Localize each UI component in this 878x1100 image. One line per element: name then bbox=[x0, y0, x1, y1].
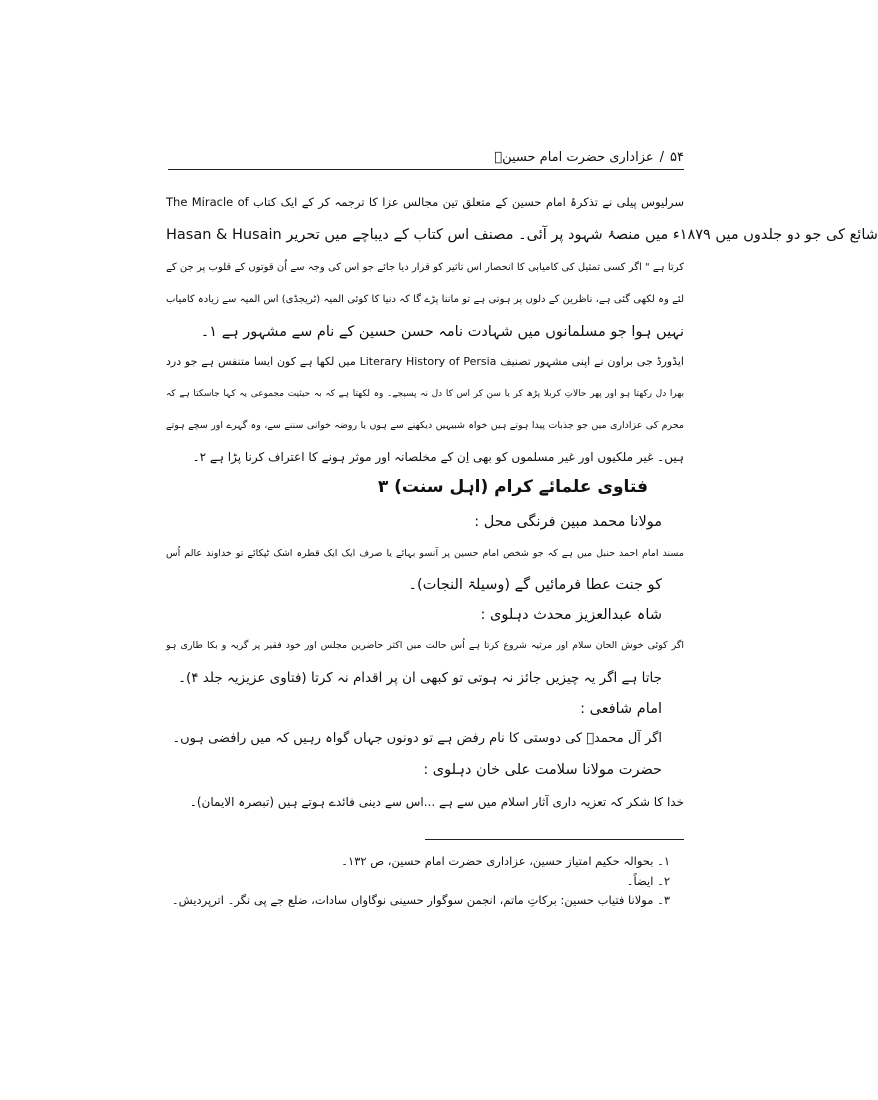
header-rule bbox=[168, 169, 684, 170]
scholar-name: امام شافعی : bbox=[580, 701, 662, 717]
paragraph-line: ایڈورڈ جی براون نے اپنی مشہور تصنیف Literary History of Persia میں لکھا ہے کون ایسا متنفس ہے جو درد bbox=[166, 355, 684, 368]
fatwa-text: اگر کوئی خوش الحان سلام اور مرثیہ شروع کرتا ہے اُس حالت میں اکثر حاضرین مجلس اور خود فقیر پر گریہ و بکا طاری ہو bbox=[166, 640, 684, 651]
paragraph-line: کرتا ہے " اگر کسی تمثیل کی کامیابی کا انحصار اس تاثیر کو قرار دیا جائے جو اس کی وجہ سے اُن قوتوں کے قلوب پر جن کے bbox=[166, 262, 684, 273]
scholar-name: حضرت مولانا سلامت علی خان دہلوی : bbox=[423, 762, 662, 778]
fatwa-text: کو جنت عطا فرمائیں گے (وسیلۃ النجات)۔ bbox=[408, 577, 662, 593]
footnote-rule bbox=[425, 839, 684, 840]
header-separator: / bbox=[659, 149, 665, 165]
page-number: ۵۴ bbox=[670, 149, 684, 165]
footnote: ۲۔ ایضاً۔ bbox=[626, 874, 670, 888]
paragraph-line: بھرا دل رکھتا ہو اور پھر حالاتِ کربلا پڑھ کر یا سن کر اس کا دل نہ پسیجے۔ وہ لکھتا ہے کہ بہ حیثیت مجموعی یہ کہا جاسکتا ہے کہ bbox=[166, 389, 684, 399]
section-heading: فتاوی علمائے کرام (اہل سنت) ۳ bbox=[377, 477, 648, 497]
running-header-title: عزاداری حضرت امام حسینؑ bbox=[494, 149, 654, 165]
footnote: ۱۔ بحوالہ حکیم امتیاز حسین، عزاداری حضرت امام حسین، ص ۱۳۲۔ bbox=[341, 854, 670, 868]
paragraph-line: نہیں ہوا جو مسلمانوں میں شہادت نامہ حسن حسین کے نام سے مشہور ہے ۱۔ bbox=[200, 324, 684, 340]
paragraph-line: Hasan & Husain شائع کی جو دو جلدوں میں ۱۸۷۹ء میں منصۂ شہود پر آئی۔ مصنف اس کتاب کے دیباچے میں تحریر bbox=[166, 227, 878, 243]
fatwa-text: اگر آل محمدؐ کی دوستی کا نام رفض ہے تو دونوں جہاں گواہ رہیں کہ میں رافضی ہوں۔ bbox=[172, 731, 662, 746]
fatwa-text: جاتا ہے اگر یہ چیزیں جائز نہ ہوتی تو کبھی ان پر اقدام نہ کرتا (فتاوی عزیزیہ جلد ۴)۔ bbox=[178, 670, 662, 686]
running-header bbox=[168, 146, 684, 168]
scholar-name: شاہ عبدالعزیز محدث دہلوی : bbox=[480, 607, 662, 623]
fatwa-text: خدا کا شکر کہ تعزیہ داری آثار اسلام میں سے ہے ...اس سے دینی فائدے ہوتے ہیں (تبصرہ الایمان)۔ bbox=[189, 795, 684, 809]
fatwa-text: مسند امام احمد حنبل میں ہے کہ جو شخص امام حسین پر آنسو بہائے یا صرف ایک ایک قطرہ اشک ٹپکائے تو خداوند عالم اُس bbox=[166, 548, 684, 559]
paragraph-line: ہیں۔ غیر ملکیوں اور غیر مسلموں کو بھی اِن کے مخلصانہ اور موثر ہونے کا اعتراف کرنا پڑا ہے ۲۔ bbox=[192, 450, 684, 464]
footnote: ۳۔ مولانا فتیاب حسین: برکاتِ ماتم، انجمن سوگوار حسینی نوگاواں سادات، ضلع جے پی نگر۔ اترپردیش۔ bbox=[171, 893, 670, 907]
paragraph-line: محرم کی عزاداری میں جو جذبات پیدا ہوتے ہیں خواہ شبیہیں دیکھنے سے ہوں یا روضہ خوانی سننے سے، وہ گہرے اور سچے ہوتے bbox=[166, 420, 684, 431]
paragraph-line: سرلیوس پیلی نے تذکرۂ امام حسین کے متعلق تین مجالس عزا کا ترجمہ کر کے ایک کتاب The Miracle of bbox=[166, 195, 684, 209]
scholar-name: مولانا محمد مبین فرنگی محل : bbox=[474, 514, 662, 530]
paragraph-line: لئے وہ لکھی گئی ہے، ناظرین کے دلوں پر ہوتی ہے تو ماننا پڑے گا کہ دنیا کا کوئی المیہ (ٹریجڈی) اس المیہ سے زیادہ کامیاب bbox=[166, 294, 684, 305]
